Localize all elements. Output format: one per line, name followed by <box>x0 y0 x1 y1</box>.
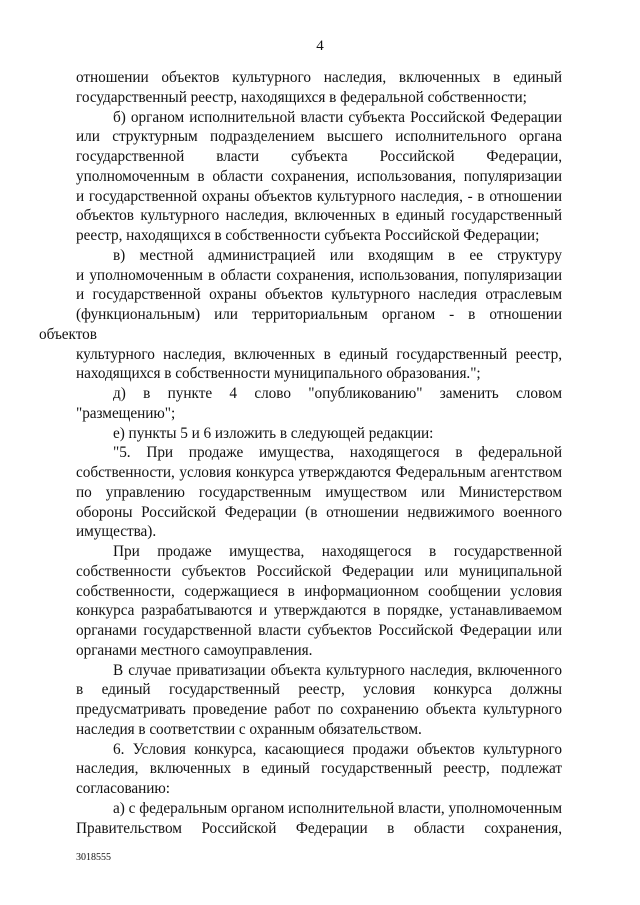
paragraph <box>76 108 562 246</box>
text-line: собственности, условия конкурса утверждаются Федеральным агентством <box>76 464 562 481</box>
text-line: и государственной охраны объектов культурного наследия, - в отношении <box>76 187 562 205</box>
text-line: органами государственной власти субъектов Российской Федерации или <box>76 622 562 639</box>
text-line: 6. Условия конкурса, касающиеся продажи объектов культурного <box>113 740 562 758</box>
text-line: культурного наследия, включенных в единый государственный реестр, <box>76 345 562 363</box>
text-line: собственности субъектов Российской Федерации или муниципальной <box>76 562 562 580</box>
paragraph <box>76 443 562 542</box>
text-line: государственный реестр, находящихся в федеральной собственности; <box>76 88 527 106</box>
text-line: имущества). <box>76 523 157 541</box>
text-line: реестр, находящихся в собственности субъекта Российской Федерации; <box>76 227 540 244</box>
text-line: обороны Российской Федерации (в отношении недвижимого военного <box>76 503 562 521</box>
text-line: органами местного самоуправления. <box>76 641 313 659</box>
text-line: "5. При продаже имущества, находящегося в федеральной <box>113 444 562 462</box>
document-body <box>39 68 562 838</box>
page-number: 4 <box>316 38 324 54</box>
text-line: В случае приватизации объекта культурного наследия, включенного <box>113 661 562 679</box>
paragraph <box>76 799 562 839</box>
text-line: Правительством Российской Федерации в области сохранения, <box>76 819 562 837</box>
text-line: согласованию: <box>76 780 171 797</box>
text-line: При продаже имущества, находящегося в государственной <box>113 543 562 560</box>
document-code: 3018555 <box>76 852 111 863</box>
paragraph <box>39 246 562 384</box>
text-line: конкурса разрабатываются и утверждаются в порядке, устанавливаемом <box>76 602 562 620</box>
text-line: государственной власти субъекта Российской Федерации, <box>76 148 562 165</box>
text-line: и государственной охраны объектов культурного наследия отраслевым <box>76 286 562 304</box>
text-line: наследия в соответствии с охранным обязательством. <box>76 720 422 738</box>
paragraph <box>76 384 562 424</box>
text-line: находящихся в собственности муниципального образования."; <box>76 365 481 383</box>
text-line: и уполномоченным в области сохранения, использования, популяризации <box>76 266 562 284</box>
paragraph <box>76 424 562 444</box>
text-line: в единый государственный реестр, условия конкурса должны <box>76 681 562 699</box>
text-line: (функциональным) или территориальным органом - в отношении объектов <box>39 306 562 343</box>
text-line: уполномоченным в области сохранения, использования, популяризации <box>76 167 562 185</box>
paragraph <box>76 68 562 108</box>
text-line: "размещению"; <box>76 404 176 422</box>
text-line: наследия, включенных в единый государственный реестр, подлежат <box>76 760 562 778</box>
paragraph <box>76 740 562 799</box>
text-line: отношении объектов культурного наследия, включенных в единый <box>76 69 562 86</box>
text-line: б) органом исполнительной власти субъекта Российской Федерации <box>113 108 562 126</box>
text-line: д) в пункте 4 слово "опубликованию" заменить словом <box>113 385 562 402</box>
text-line: собственности, содержащиеся в информационном сообщении условия <box>76 582 562 600</box>
paragraph <box>76 542 562 661</box>
text-line: в) местной администрацией или входящим в ее структуру <box>113 246 562 264</box>
text-line: предусматривать проведение работ по сохранению объекта культурного <box>76 701 562 718</box>
text-line: или структурным подразделением высшего исполнительного органа <box>76 128 562 146</box>
text-line: объектов культурного наследия, включенных в единый государственный <box>76 207 562 225</box>
text-line: е) пункты 5 и 6 изложить в следующей редакции: <box>113 424 434 442</box>
paragraph <box>76 661 562 740</box>
text-line: а) с федеральным органом исполнительной власти, уполномоченным <box>113 799 562 817</box>
text-line: по управлению государственным имуществом или Министерством <box>76 483 562 501</box>
